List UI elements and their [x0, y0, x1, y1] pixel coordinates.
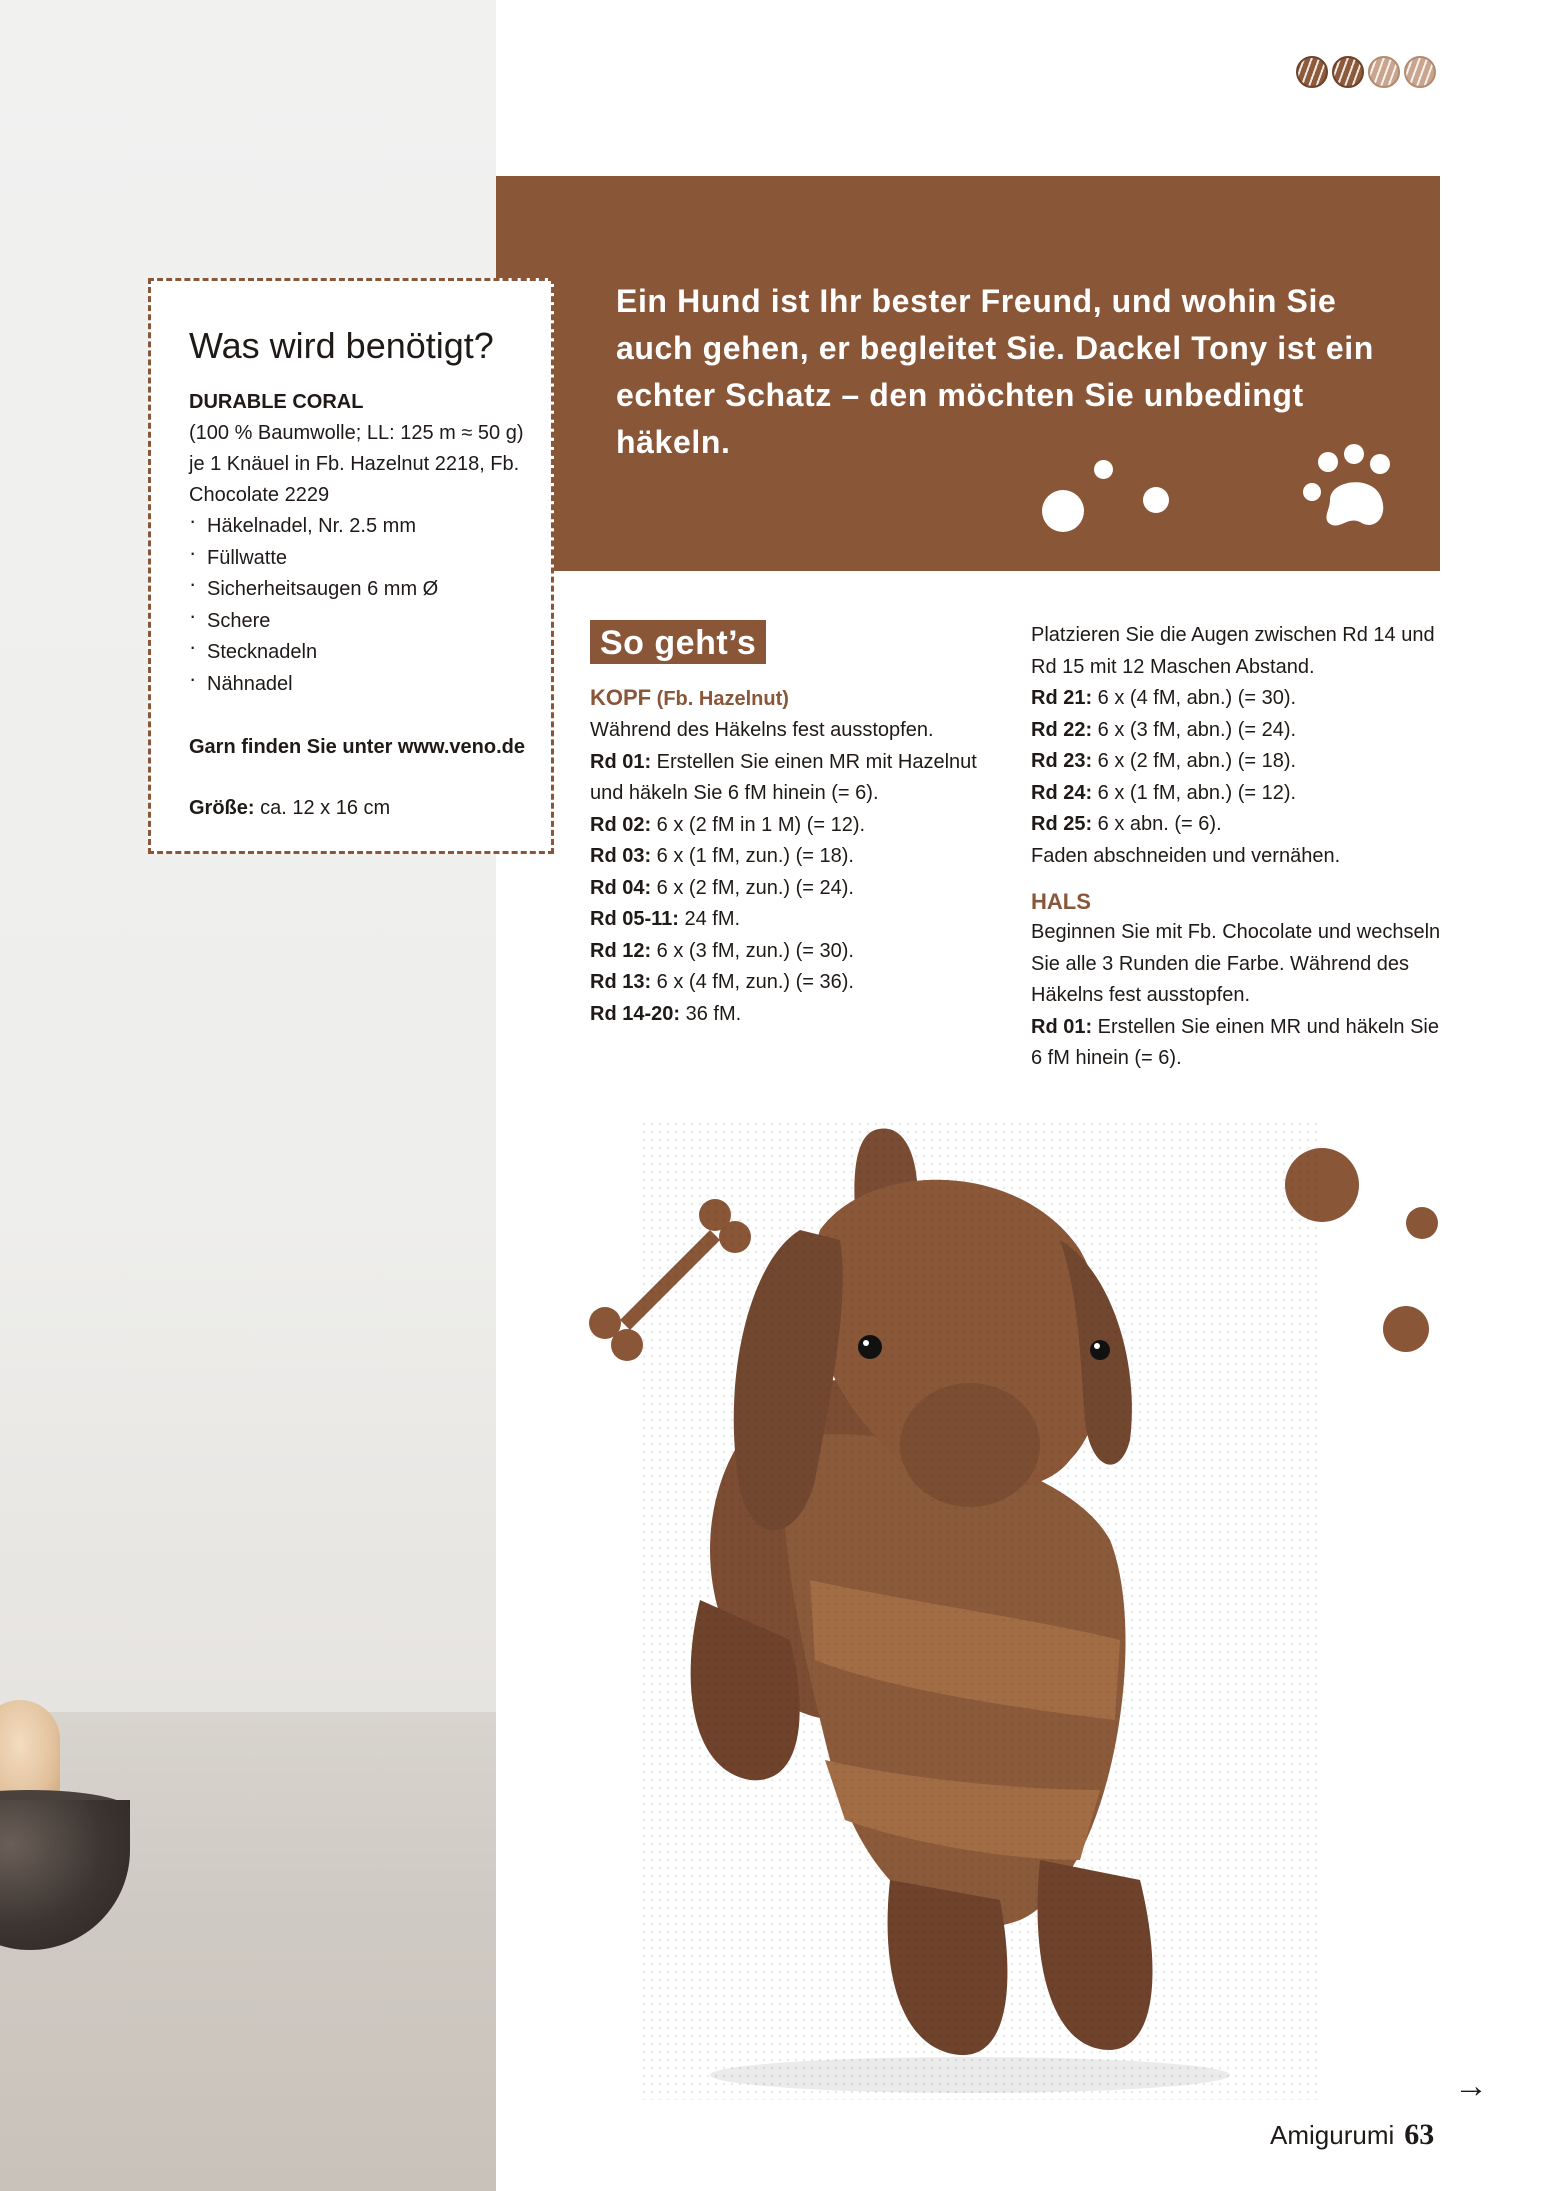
step-text: 6 x (1 fM, zun.) (= 18). — [651, 845, 854, 867]
magazine-name: Amigurumi — [1270, 2120, 1395, 2150]
materials-box — [148, 278, 554, 854]
step-label: Rd 24: — [1031, 781, 1093, 804]
step-item — [1031, 778, 1441, 810]
step-intro: Beginnen Sie mit Fb. Chocolate und wechseln Sie alle 3 Runden die Farbe. Während des Häkelns fest ausstopfen. — [1031, 921, 1441, 1006]
tools-list — [189, 511, 551, 700]
kopf-steps — [590, 715, 1010, 1030]
hals-steps — [1031, 917, 1441, 1075]
step-label: Rd 23: — [1031, 750, 1093, 772]
decor-dot — [1143, 487, 1169, 513]
step-item — [590, 999, 1010, 1031]
step-item — [1031, 1012, 1441, 1075]
step-outro: Faden abschneiden und vernähen. — [1031, 844, 1341, 867]
step-label: Rd 01: — [1031, 1015, 1093, 1038]
step-item — [590, 841, 1010, 873]
size-line — [189, 793, 551, 824]
step-item — [1031, 715, 1441, 747]
materials-title: Was wird benötigt? — [189, 325, 494, 366]
step-label: Rd 13: — [590, 971, 652, 993]
page-footer — [1270, 2118, 1434, 2152]
step-label: Rd 01: — [590, 750, 652, 773]
step-text: 6 x (3 fM, abn.) (= 24). — [1092, 718, 1297, 741]
step-label: Rd 03: — [590, 845, 652, 867]
step-item — [1031, 746, 1441, 778]
size-value: ca. 12 x 16 cm — [254, 797, 391, 819]
step-label: Rd 05-11: — [590, 908, 679, 930]
table-surface — [0, 1712, 496, 2191]
how-to-heading: So geht’s — [590, 620, 766, 664]
step-item — [590, 936, 1010, 968]
step-text: 24 fM. — [678, 908, 741, 930]
tool-item: · Nähnadel — [189, 669, 551, 701]
step-label: Rd 12: — [590, 939, 652, 962]
product-name: DURABLE CORAL — [189, 391, 364, 413]
decor-dot — [1406, 1207, 1438, 1239]
step-label: Rd 14-20: — [590, 1002, 681, 1025]
step-item — [590, 747, 1010, 810]
step-label: Rd 21: — [1031, 687, 1093, 709]
yarn-ball-icon — [1296, 56, 1328, 88]
kopf-steps-continued — [1031, 620, 1441, 872]
instructions-column-2 — [1031, 620, 1441, 1075]
kopf-title-text: KOPF — [590, 685, 652, 710]
step-text: 6 x (1 fM, abn.) (= 12). — [1092, 781, 1297, 804]
yarn-source-line: Garn finden Sie unter www.veno.de — [189, 736, 525, 758]
step-text: 6 x (4 fM, abn.) (= 30). — [1092, 687, 1297, 709]
size-label: Größe: — [189, 797, 255, 819]
hals-title: HALS — [1031, 889, 1091, 914]
step-item — [590, 904, 1010, 936]
page-number: 63 — [1404, 2118, 1435, 2151]
instructions-column-1 — [590, 682, 1010, 1030]
kopf-subtitle: (Fb. Hazelnut) — [651, 688, 789, 710]
step-text: 6 x (2 fM in 1 M) (= 12). — [651, 813, 866, 836]
step-item — [590, 967, 1010, 999]
yarn-ball-icon — [1368, 56, 1400, 88]
step-intro: Platzieren Sie die Augen zwischen Rd 14 und Rd 15 mit 12 Maschen Abstand. — [1031, 624, 1435, 678]
intro-text: Ein Hund ist Ihr bester Freund, und wohin Sie auch gehen, er begleitet Sie. Dackel Tony ist ein echter Schatz – den möchten Sie unbedingt häkeln. — [616, 283, 1374, 460]
step-label: Rd 25: — [1031, 813, 1093, 835]
paw-icon — [1300, 440, 1400, 540]
decor-dot — [1094, 460, 1113, 479]
step-text: 6 x (2 fM, zun.) (= 24). — [651, 876, 854, 899]
decor-dot — [1042, 490, 1084, 532]
step-item — [1031, 683, 1441, 715]
step-text: 6 x (3 fM, zun.) (= 30). — [651, 939, 854, 962]
step-item — [590, 810, 1010, 842]
kopf-title — [590, 682, 1010, 715]
product-description: (100 % Baumwolle; LL: 125 m ≈ 50 g) je 1 Knäuel in Fb. Hazelnut 2218, Fb. Chocolate 2229 — [189, 422, 524, 506]
dachshund-image — [640, 1120, 1320, 2100]
step-label: Rd 04: — [590, 876, 652, 899]
tool-item: · Schere — [189, 606, 551, 638]
tool-item: · Sicherheitsaugen 6 mm Ø — [189, 574, 551, 606]
step-text: 36 fM. — [680, 1002, 742, 1025]
tool-item: · Füllwatte — [189, 543, 551, 575]
step-text: 6 x (4 fM, zun.) (= 36). — [651, 971, 854, 993]
step-text: 6 x (2 fM, abn.) (= 18). — [1092, 750, 1297, 772]
step-item — [1031, 809, 1441, 841]
step-text: Erstellen Sie einen MR und häkeln Sie 6 fM hinein (= 6). — [1031, 1015, 1439, 1069]
step-item — [590, 873, 1010, 905]
next-page-arrow-icon: → — [1454, 2067, 1488, 2105]
tool-item: · Stecknadeln — [189, 637, 551, 669]
decor-dot — [1383, 1306, 1429, 1352]
step-text: Erstellen Sie einen MR mit Hazelnut und häkeln Sie 6 fM hinein (= 6). — [590, 750, 977, 804]
yarn-ball-icon — [1332, 56, 1364, 88]
step-label: Rd 22: — [1031, 718, 1093, 741]
tool-item: · Häkelnadel, Nr. 2.5 mm — [189, 511, 551, 543]
step-intro: Während des Häkelns fest ausstopfen. — [590, 719, 934, 741]
difficulty-rating — [1296, 56, 1436, 88]
step-label: Rd 02: — [590, 813, 652, 836]
step-text: 6 x abn. (= 6). — [1092, 813, 1222, 835]
yarn-ball-icon — [1404, 56, 1436, 88]
